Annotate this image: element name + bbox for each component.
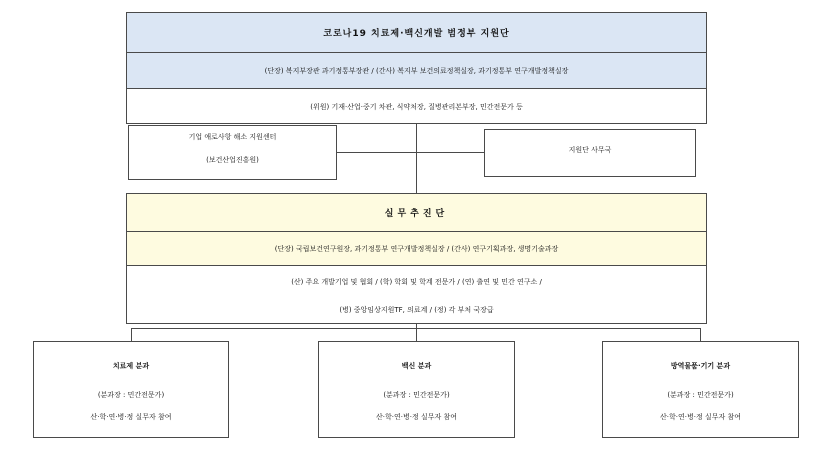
connector-committee-2 (416, 328, 417, 341)
committee-box-treatment (33, 341, 229, 438)
working-group-leaders: (단장) 국립보건연구원장, 과기정통부 연구개발정책실장 / (간사) 연구기획과장, 생명기술과장 (127, 232, 706, 266)
working-group-members-2: (병) 중앙임상지원TF, 의료계 / (정) 각 부처 국장급 (339, 306, 494, 314)
connector-committee-1 (131, 328, 132, 341)
support-center-name: 기업 애로사항 해소 지원센터 (188, 133, 277, 141)
committee-title: 치료제 분과 (112, 362, 150, 370)
committee-title: 백신 분과 (401, 362, 432, 370)
task-force-title: 코로나19 치료제·백신개발 범정부 지원단 (127, 13, 706, 53)
committee-chair: (분과장 : 민간전문가) (667, 391, 734, 399)
committee-participants: 산·학·연·병·정 실무자 참여 (376, 413, 457, 421)
support-center-box (128, 125, 337, 180)
connector-top-to-mid (416, 123, 417, 193)
task-force-leaders: (단장) 복지부장관 과기정통부장관 / (간사) 복지부 보건의료정책실장, 과기정통부 연구개발정책실장 (127, 53, 706, 89)
task-force-members: (위원) 기재·산업·중기 차관, 식약처장, 질병관리본부장, 민간전문가 등 (310, 102, 523, 111)
connector-committee-3 (700, 328, 701, 341)
secretariat-box (484, 129, 696, 177)
committee-box-quarantine-supplies (602, 341, 799, 438)
committee-chair: (분과장 : 민간전문가) (97, 391, 165, 399)
committee-participants: 산·학·연·병·정 실무자 참여 (660, 413, 741, 421)
working-group-title: 실무추진단 (127, 194, 706, 232)
connector-left-side (336, 152, 416, 153)
working-group-box (126, 193, 707, 324)
committee-title: 방역물품·기기 분과 (670, 362, 731, 370)
support-center-org: (보건산업진흥원) (206, 156, 259, 164)
committee-box-vaccine (318, 341, 515, 438)
connector-right-side (416, 152, 485, 153)
committee-participants: 산·학·연·병·정 실무자 참여 (90, 413, 172, 421)
task-force-box (126, 12, 707, 124)
secretariat-label: 지원단 사무국 (568, 146, 612, 154)
working-group-members-1: (산) 주요 개발기업 및 협회 / (학) 학회 및 학계 전문가 / (연) 출연 및 민간 연구소 / (291, 277, 542, 286)
committee-chair: (분과장 : 민간전문가) (383, 391, 450, 399)
